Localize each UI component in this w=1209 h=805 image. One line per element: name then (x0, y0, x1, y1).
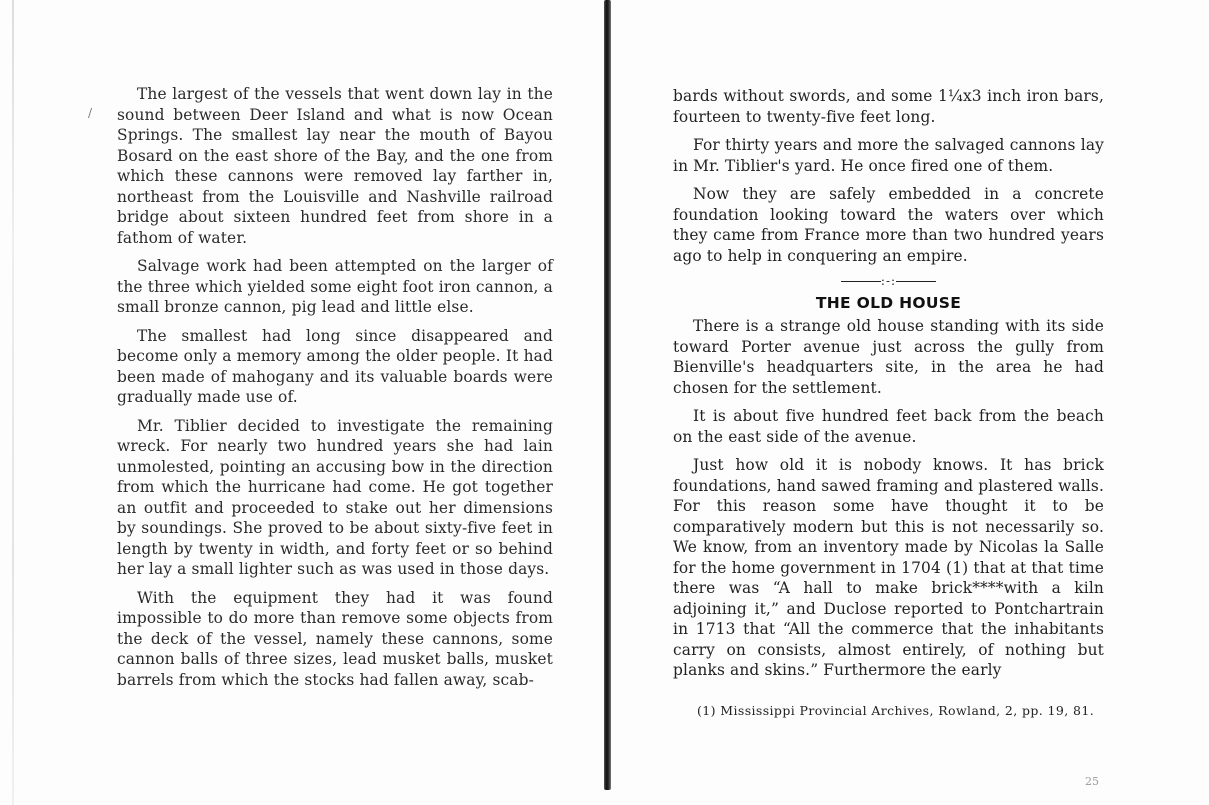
left-paragraph-4: Mr. Tiblier decided to investigate the remaining wreck. For nearly two hundred years she had lain unmolested, pointing an accusing bow in the direction from which the hurricane had come. He got together an outfit and proceeded to stake out her dimensions by soundings. She proved to be about sixty-five feet in length by twenty in width, and forty feet or so behind her lay a small lighter such as was used in those days. (117, 416, 553, 578)
left-paragraph-2: Salvage work had been attempted on the larger of the three which yielded some eight foot iron cannon, a small bronze cannon, pig lead and little else. (117, 257, 553, 316)
footnote: (1) Mississippi Provincial Archives, Rowland, 2, pp. 19, 81. (697, 703, 1095, 718)
left-paragraph-1: The largest of the vessels that went down lay in the sound between Deer Island and what is now Ocean Springs. The smallest lay near the mouth of Bayou Bosard on the east shore of the Bay, and the one from which these cannons were removed lay farther in, northeast from the Louisville and Nashville railroad bridge about sixteen hundred feet from shore in a fathom of water. (117, 85, 553, 247)
left-page (117, 84, 553, 698)
right-paragraph-2: Now they are safely embedded in a concrete foundation looking toward the waters over which they came from France more than two hundred years ago to help in conquering an empire. (673, 185, 1104, 265)
right-paragraph-4: It is about five hundred feet back from the beach on the east side of the avenue. (673, 407, 1104, 446)
section-heading: THE OLD HOUSE (815, 294, 962, 312)
page-number: 25 (1085, 775, 1099, 788)
right-paragraph-5: Just how old it is nobody knows. It has brick foundations, hand sawed framing and plastered walls. For this reason some have thought it to be comparatively modern but this is not necessarily so. We know, from an inventory made by Nicolas la Salle for the home government in 1704 (1) that at that time there was “A hall to make brick****with a kiln adjoining it,” and Duclose reported to Pontchartrain in 1713 that “All the commerce that the inhabitants carry on consists, almost entirely, of nothing but planks and skins.” Furthermore the early (673, 456, 1104, 679)
separator-glyphs: :-: (880, 274, 897, 288)
stray-mark: / (88, 106, 93, 120)
left-paragraph-3: The smallest had long since disappeared and become only a memory among the older people. It had been made of mahogany and its valuable boards were gradually made use of. (117, 326, 553, 406)
page-edge (12, 0, 14, 805)
right-paragraph-1: For thirty years and more the salvaged cannons lay in Mr. Tiblier's yard. He once fired one of them. (673, 136, 1104, 175)
book-gutter (604, 0, 611, 790)
right-continuation-paragraph: bards without swords, and some 1¼x3 inch iron bars, fourteen to twenty-five feet long. (673, 87, 1104, 126)
section-separator (673, 274, 1104, 288)
left-paragraph-5: With the equipment they had it was found impossible to do more than remove some objects from the deck of the vessel, namely these cannons, some cannon balls of three sizes, lead musket balls, musket barrels from which the stocks had fallen away, scab- (117, 588, 553, 689)
right-page (673, 86, 1104, 689)
right-paragraph-3: There is a strange old house standing with its side toward Porter avenue just across the gully from Bienville's headquarters site, in the area he had chosen for the settlement. (673, 317, 1104, 397)
